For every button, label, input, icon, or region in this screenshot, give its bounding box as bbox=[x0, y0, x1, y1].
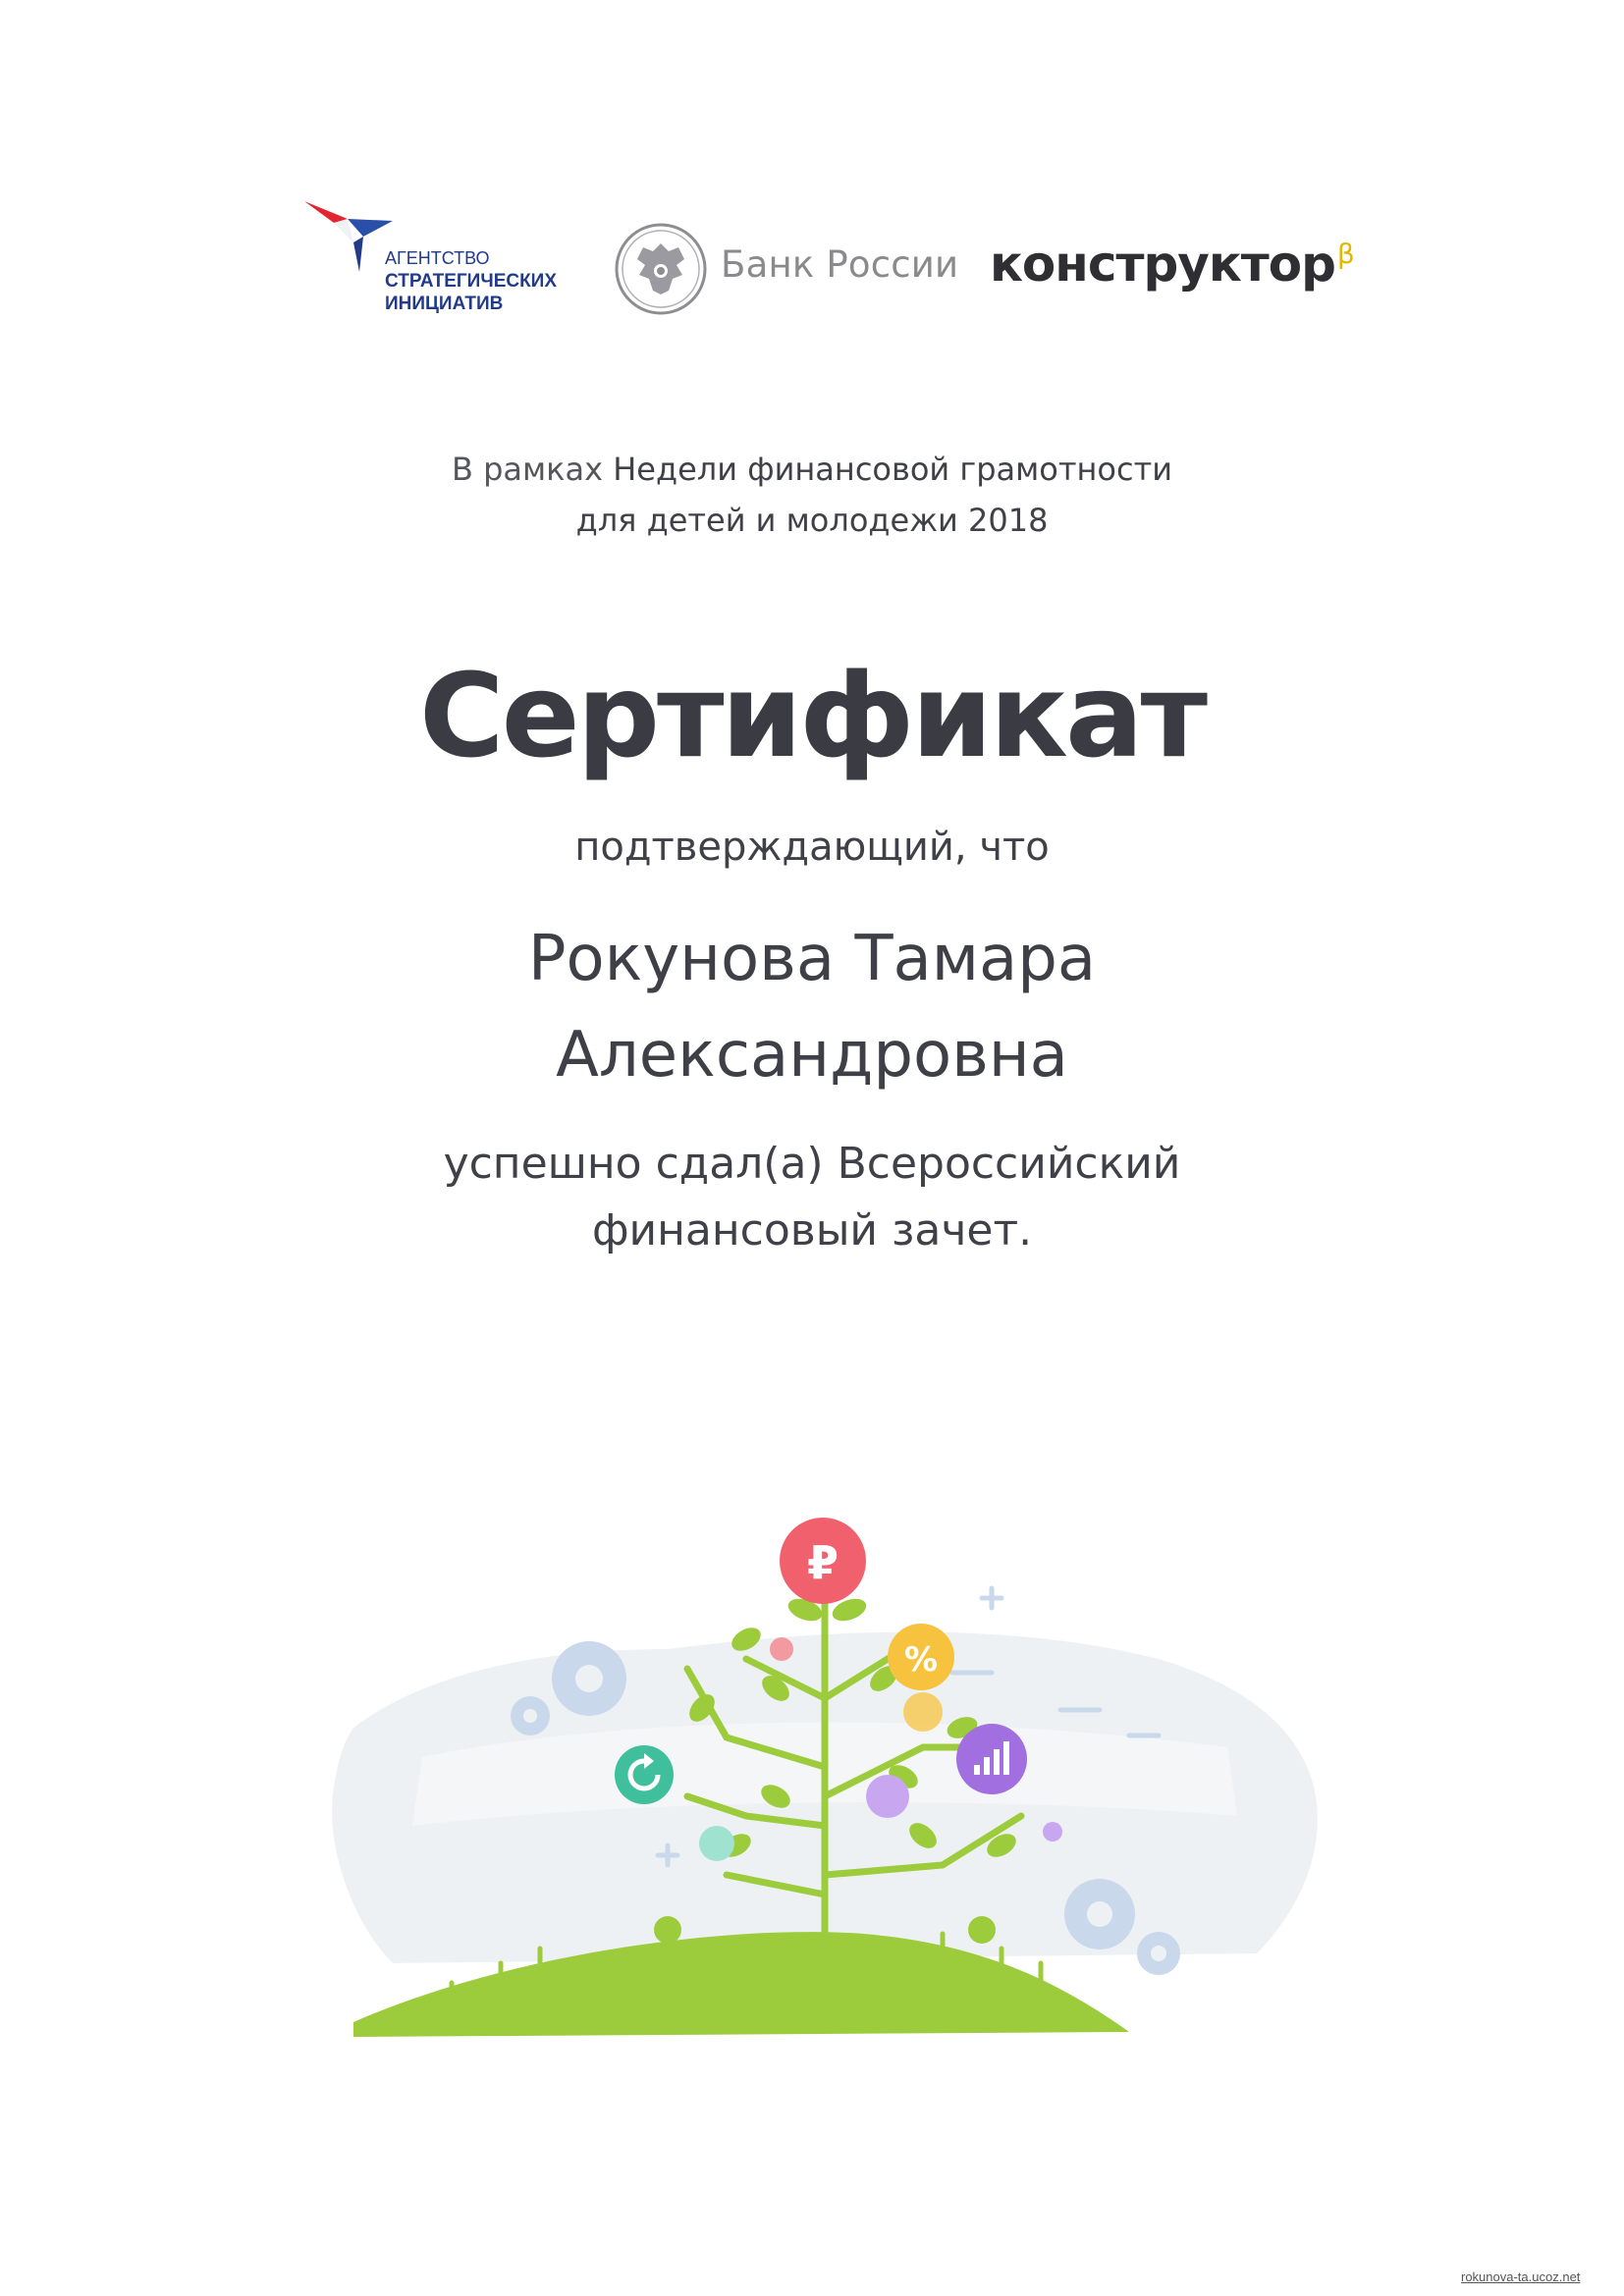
asi-line-2: СТРАТЕГИЧЕСКИХ bbox=[385, 271, 558, 292]
konstruktor-logo bbox=[990, 236, 1354, 293]
money-tree-illustration bbox=[314, 1502, 1335, 2052]
asi-logo-text bbox=[385, 247, 557, 315]
intro-line-1 bbox=[0, 444, 1624, 495]
ruble-coin-icon bbox=[780, 1518, 866, 1604]
recipient-name-line-2: Александровна bbox=[556, 1019, 1068, 1092]
bank-russia-emblem-icon bbox=[614, 222, 708, 316]
logos-row bbox=[0, 0, 1624, 353]
asi-line-3: ИНИЦИАТИВ bbox=[385, 294, 504, 314]
asi-line-1: АГЕНТСТВО bbox=[385, 248, 490, 268]
result-line-2: финансовый зачет. bbox=[591, 1205, 1033, 1255]
recipient-name-line-1: Рокунова Тамара bbox=[527, 923, 1097, 995]
certificate-subtitle: подтверждающий, что bbox=[574, 825, 1050, 870]
ruble-symbol: ₽ bbox=[806, 1536, 839, 1589]
konstruktor-name: конструктор bbox=[990, 236, 1335, 293]
recipient-name bbox=[0, 911, 1624, 1103]
intro-text bbox=[0, 444, 1624, 546]
footer-url: rokunova-ta.ucoz.net bbox=[1461, 2269, 1581, 2284]
refresh-coin-icon bbox=[615, 1745, 674, 1804]
percent-coin-icon bbox=[888, 1624, 954, 1690]
asi-logo-mark bbox=[304, 201, 393, 280]
result-line-1: успешно сдал(а) Всероссийский bbox=[443, 1139, 1181, 1189]
certificate-title: Сертификат bbox=[418, 648, 1206, 783]
konstruktor-beta: β bbox=[1336, 238, 1354, 271]
intro-event: Недели финансовой грамотности bbox=[613, 451, 1173, 488]
chart-coin-icon bbox=[956, 1724, 1027, 1794]
percent-symbol: % bbox=[903, 1640, 939, 1680]
bank-russia-name: Банк России bbox=[721, 243, 959, 286]
intro-prefix: В рамках bbox=[451, 451, 604, 488]
result-text bbox=[0, 1131, 1624, 1264]
intro-line-2: для детей и молодежи 2018 bbox=[575, 502, 1049, 539]
